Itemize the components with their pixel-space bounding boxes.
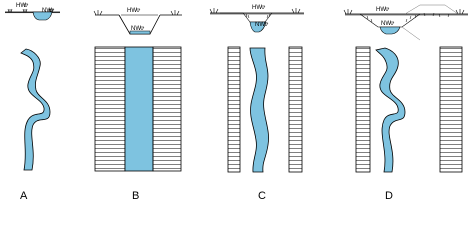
cross-section-d [344, 5, 468, 40]
panel-label-b: B [132, 190, 140, 201]
embankment-left-d [356, 47, 370, 172]
panel-label-a: A [20, 190, 28, 201]
nw-label-c: NW [255, 22, 265, 28]
panel-b [94, 8, 182, 201]
meandering-river-a [21, 49, 50, 170]
panel-c [210, 5, 304, 201]
hw-label-d: HW [376, 7, 386, 13]
panel-label-c: C [258, 190, 266, 201]
panel-d [344, 5, 468, 201]
nw-label-d: NW [381, 21, 391, 27]
nw-label-a: NW [42, 8, 52, 14]
hw-label-c: HW [252, 5, 262, 11]
embankment-right-c [289, 47, 302, 172]
embankment-right-d [440, 47, 462, 172]
panel-a [5, 3, 60, 201]
embankment-left-b [95, 47, 125, 171]
panel-label-d: D [385, 190, 393, 201]
embankment-left-c [228, 47, 240, 172]
meandering-river-d [376, 48, 405, 172]
cross-section-a [5, 3, 60, 20]
hw-label-b: HW [127, 8, 137, 14]
embankment-right-b [153, 47, 181, 171]
straight-channel-b [125, 47, 153, 171]
nw-label-b: NW [131, 26, 141, 32]
cross-section-c [210, 5, 304, 32]
channel-water-d [380, 27, 400, 34]
hw-label-a: HW [16, 3, 26, 9]
cross-section-b [94, 8, 182, 34]
sinuous-channel-c [250, 48, 269, 172]
